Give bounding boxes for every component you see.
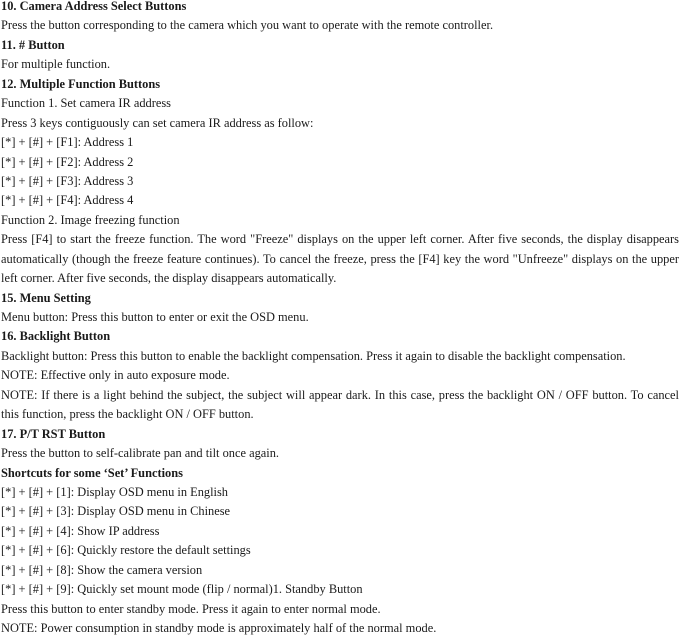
section-16-note-1: NOTE: Effective only in auto exposure mode. bbox=[1, 368, 230, 383]
ir-address-item: [*] + [#] + [F1]: Address 1 bbox=[1, 135, 134, 150]
shortcut-item: [*] + [#] + [9]: Quickly set mount mode (flip / normal)1. Standby Button bbox=[1, 582, 363, 597]
section-11-heading: 11. # Button bbox=[1, 37, 65, 52]
shortcut-item: [*] + [#] + [1]: Display OSD menu in English bbox=[1, 485, 229, 500]
section-16-heading: 16. Backlight Button bbox=[1, 329, 111, 344]
section-17-heading: 17. P/T RST Button bbox=[1, 426, 106, 441]
standby-note: NOTE: Power consumption in standby mode is approximately half of the normal mode. bbox=[1, 621, 437, 636]
shortcut-item: [*] + [#] + [8]: Show the camera version bbox=[1, 562, 203, 577]
shortcut-item: [*] + [#] + [4]: Show IP address bbox=[1, 523, 160, 538]
function-1-title: Function 1. Set camera IR address bbox=[1, 96, 171, 111]
section-16-note-2: NOTE: If there is a light behind the subject, the subject will appear dark. In this case, press the backlight ON / OFF button. To cancel this function, press the backlight ON / OFF button. bbox=[1, 387, 679, 422]
section-16-text: Backlight button: Press this button to enable the backlight compensation. Press it again to disable the backlight compensation. bbox=[1, 348, 626, 363]
freeze-function-paragraph: Press [F4] to start the freeze function. The word "Freeze" displays on the upper left corner. After five seconds, the display disappears automatically (though the freeze feature continues). To cancel the freeze, press the [F4] key the word "Unfreeze" displays on the upper left corner. After five seconds, the display disappears automatically. bbox=[1, 232, 679, 286]
ir-address-item: [*] + [#] + [F4]: Address 4 bbox=[1, 193, 134, 208]
section-15-heading: 15. Menu Setting bbox=[1, 290, 91, 305]
shortcut-item: [*] + [#] + [6]: Quickly restore the default settings bbox=[1, 543, 251, 558]
section-15-text: Menu button: Press this button to enter or exit the OSD menu. bbox=[1, 310, 309, 325]
section-12-heading: 12. Multiple Function Buttons bbox=[1, 76, 161, 91]
standby-text: Press this button to enter standby mode. Press it again to enter normal mode. bbox=[1, 601, 381, 616]
function-1-intro: Press 3 keys contiguously can set camera IR address as follow: bbox=[1, 115, 314, 130]
section-10-text: Press the button corresponding to the camera which you want to operate with the remote controller. bbox=[1, 18, 494, 33]
section-17-text: Press the button to self-calibrate pan and tilt once again. bbox=[1, 446, 280, 461]
shortcut-item: [*] + [#] + [3]: Display OSD menu in Chinese bbox=[1, 504, 231, 519]
shortcuts-heading: Shortcuts for some ‘Set’ Functions bbox=[1, 465, 183, 480]
function-2-title: Function 2. Image freezing function bbox=[1, 212, 180, 227]
section-10-heading: 10. Camera Address Select Buttons bbox=[1, 0, 187, 13]
ir-address-item: [*] + [#] + [F3]: Address 3 bbox=[1, 173, 134, 188]
ir-address-item: [*] + [#] + [F2]: Address 2 bbox=[1, 154, 134, 169]
section-11-text: For multiple function. bbox=[1, 57, 111, 72]
